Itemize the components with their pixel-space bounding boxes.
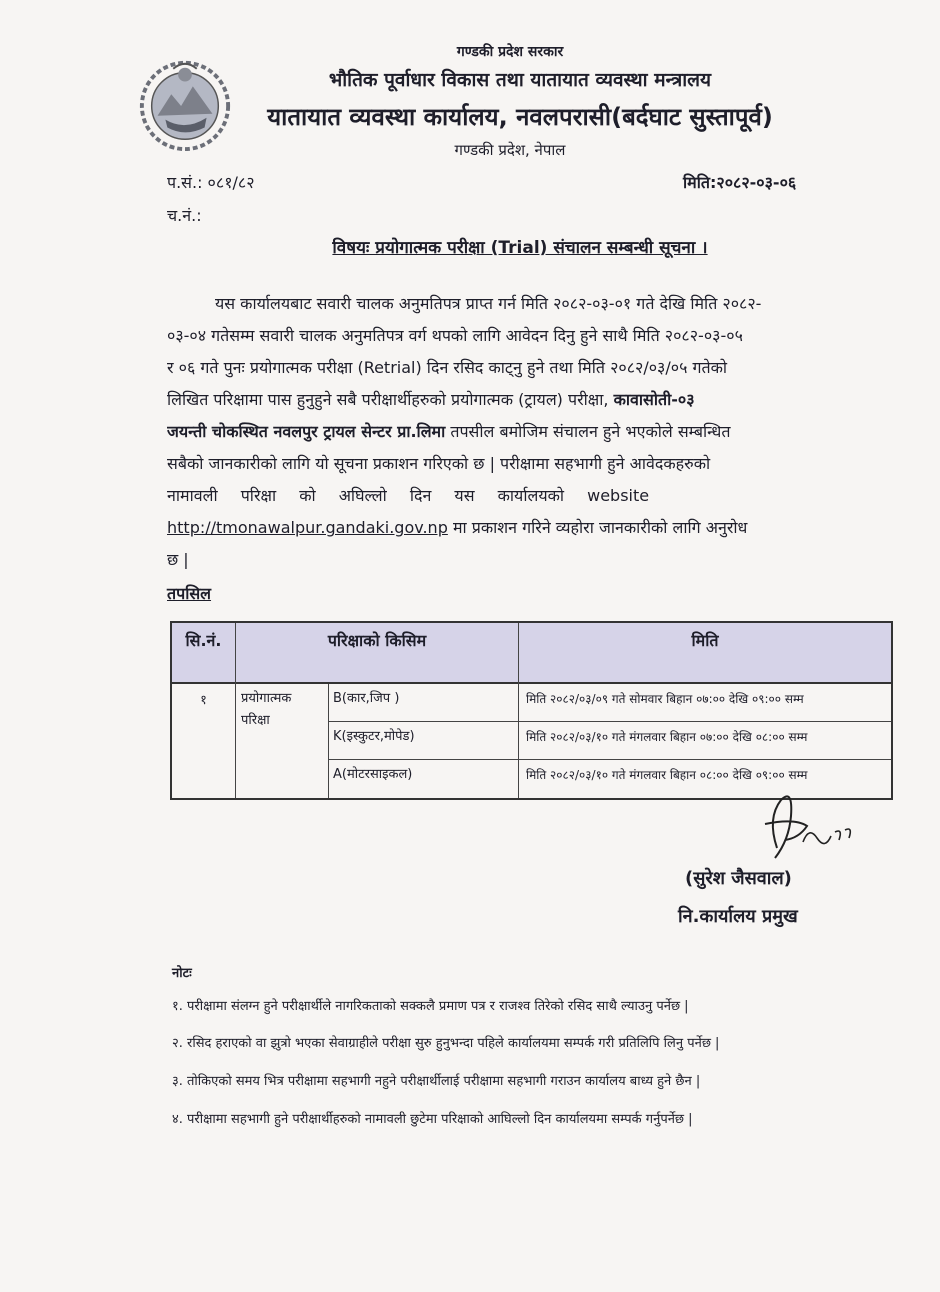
cell-sn: १ [200,693,207,708]
cell-schedule-a: मिति २०८२/०३/१० गते मंगलवार बिहान ०८:०० देखि ०९:०० सम्म [526,768,808,782]
body-line-1: यस कार्यालयबाट सवारी चालक अनुमतिपत्र प्राप्त गर्न मिति २०८२-०३-०१ गते देखि मिति २०८२- [215,294,762,313]
header-sn: सि.नं. [185,631,222,650]
body-line-7: नामावली परिक्षा को अघिल्लो दिन यस कार्यालयको website [167,486,650,505]
venue-bold-2: जयन्ती चोकस्थित नवलपुर ट्रायल सेन्टर प्रा.लिमा [167,422,446,441]
body-line-2: ०३-०४ गतेसम्म सवारी चालक अनुमतिपत्र वर्ग थपको लागि आवेदन दिनु हुने साथै मिति २०८२-०३-०५ [167,326,743,345]
handwritten-signature-icon [745,778,870,868]
note-item: २. रसिद हराएको वा झुत्रो भएका सेवाग्राहीले परीक्षा सुरु हुनुभन्दा पहिले कार्यालयमा सम्पर्क गरी प्रतिलिपि लिनु पर्नेछ | [172,1036,720,1051]
signatory-name: (सुरेश जैसवाल) [685,868,792,889]
letter-date: मिति:२०८२-०३-०६ [683,173,797,192]
body-line-4 [167,384,877,416]
place-heading: गण्डकी प्रदेश, नेपाल [454,141,566,159]
body-line-4-text: लिखित परिक्षामा पास हुनुहुने सबै परीक्षार्थीहरुको प्रयोगात्मक (ट्रायल) परीक्षा, [167,390,614,409]
body-line-5 [167,416,877,448]
body-line-5-text: तपसील बमोजिम संचालन हुने भएकोले सम्बन्धित [445,422,731,441]
signatory-title: नि.कार्यालय प्रमुख [678,906,798,927]
cell-category-b: B(कार,जिप ) [333,691,400,706]
body-line-8 [167,512,877,544]
venue-bold-1: कावासोती-०३ [613,390,695,409]
header-exam-type: परिक्षाको किसिम [327,631,427,650]
tapsil-label: तपसिल [167,584,212,603]
government-heading: गण्डकी प्रदेश सरकार [456,44,564,60]
body-line-3: र ०६ गते पुनः प्रयोगात्मक परीक्षा (Retrial) दिन रसिद काट्नु हुने तथा मिति २०८२/०३/०५ गतेको [167,358,728,377]
dispatch-number: च.नं.: [167,206,202,225]
office-heading: यातायात व्यवस्था कार्यालय, नवलपरासी(बर्दघाट सुस्तापूर्व) [267,103,773,131]
notes-title: नोटः [172,966,192,981]
body-line-8-text: मा प्रकाशन गरिने व्यहोरा जानकारीको लागि अनुरोध [447,518,748,537]
letter-number: प.सं.: ०८१/८२ [167,173,255,192]
cell-schedule-b: मिति २०८२/०३/०९ गते सोमवार बिहान ०७:०० देखि ०९:०० सम्म [526,692,804,706]
body-line-6: सबैको जानकारीको लागि यो सूचना प्रकाशन गरिएको छ | परीक्षामा सहभागी हुने आवेदकहरुको [167,454,711,473]
cell-category-a: A(मोटरसाइकल) [333,767,413,782]
subject-line [0,235,940,258]
cell-category-k: K(इस्कुटर,मोपेड) [333,729,415,744]
subject-text: विषयः प्रयोगात्मक परीक्षा (Trial) संचालन सम्बन्धी सूचना । [332,238,708,258]
cell-schedule-k: मिति २०८२/०३/१० गते मंगलवार बिहान ०७:०० देखि ०८:०० सम्म [526,730,808,744]
note-item: ३. तोकिएको समय भित्र परीक्षामा सहभागी नहुने परीक्षार्थीलाई परीक्षामा सहभागी गराउन कार्यालय बाध्य हुने छैन | [172,1074,701,1089]
header-date: मिति [691,631,719,650]
cell-exam-type-2: परिक्षा [241,713,270,728]
body-line-9: छ | [167,550,189,569]
website-link[interactable]: http://tmonawalpur.gandaki.gov.np [167,518,448,537]
ministry-heading: भौतिक पूर्वाधार विकास तथा यातायात व्यवस्था मन्त्रालय [328,69,712,91]
cell-exam-type-1: प्रयोगात्मक [241,691,292,706]
note-item: १. परीक्षामा संलग्न हुने परीक्षार्थीले नागरिकताको सक्कलै प्रमाण पत्र र राजश्व तिरेको रसिद साथै ल्याउनु पर्नेछ | [172,999,689,1014]
note-item: ४. परीक्षामा सहभागी हुने परीक्षार्थीहरुको नामावली छुटेमा परिक्षाको आघिल्लो दिन कार्यालयमा सम्पर्क गर्नुपर्नेछ | [172,1112,693,1127]
schedule-table [170,621,893,800]
